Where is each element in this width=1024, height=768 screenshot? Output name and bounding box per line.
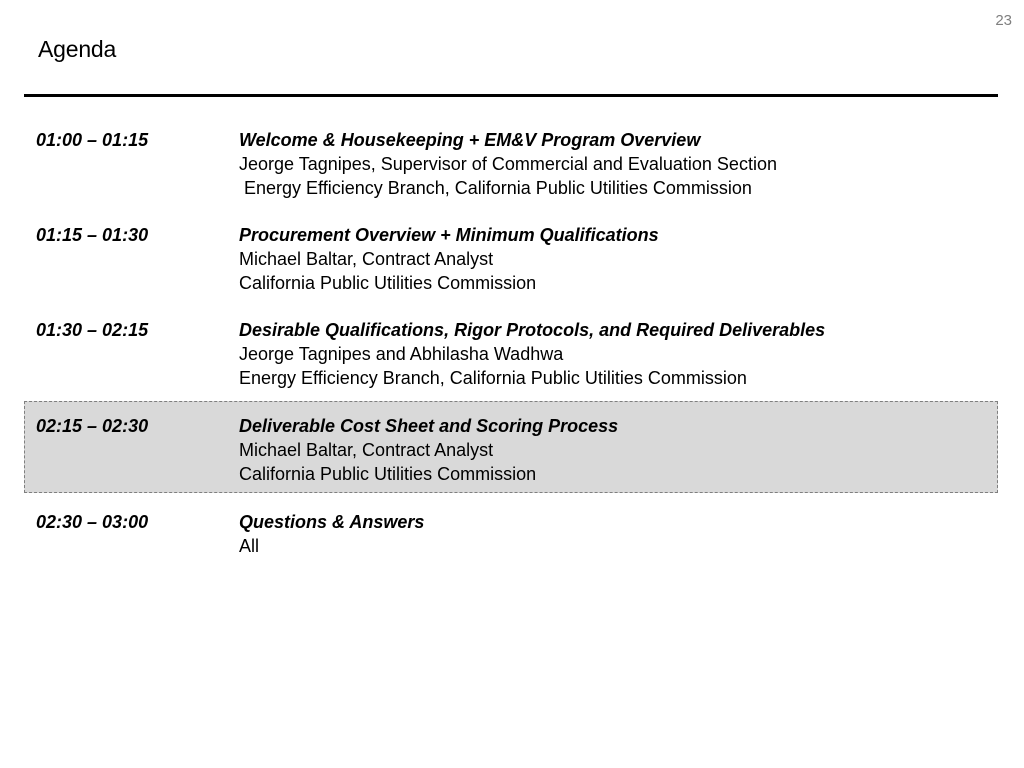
agenda-time: 01:00 – 01:15	[36, 130, 149, 150]
agenda-time: 02:30 – 03:00	[36, 512, 149, 532]
organization-line: Energy Efficiency Branch, California Public Utilities Commission	[239, 178, 752, 198]
agenda-details	[239, 510, 424, 558]
agenda-details	[239, 414, 618, 486]
page-number: 23	[995, 12, 1012, 29]
presenter-line: Michael Baltar, Contract Analyst	[239, 440, 494, 460]
title-divider	[24, 94, 998, 97]
organization-line: Energy Efficiency Branch, California Public Utilities Commission	[239, 368, 747, 388]
agenda-details	[239, 128, 777, 200]
session-title: Desirable Qualifications, Rigor Protocols, and Required Deliverables	[239, 320, 826, 340]
agenda-details	[239, 318, 825, 390]
agenda-time: 01:30 – 02:15	[36, 320, 149, 340]
presenter-line: Jeorge Tagnipes, Supervisor of Commercial and Evaluation Section	[239, 154, 777, 174]
session-title: Deliverable Cost Sheet and Scoring Process	[239, 416, 619, 436]
session-title: Procurement Overview + Minimum Qualifications	[239, 225, 659, 245]
presenter-line: Michael Baltar, Contract Analyst	[239, 249, 494, 269]
session-title: Welcome & Housekeeping + EM&V Program Overview	[239, 130, 701, 150]
agenda-time: 02:15 – 02:30	[36, 416, 149, 436]
agenda-time: 01:15 – 01:30	[36, 225, 149, 245]
presenter-line: All	[239, 536, 260, 556]
session-title: Questions & Answers	[239, 512, 425, 532]
presenter-line: Jeorge Tagnipes and Abhilasha Wadhwa	[239, 344, 564, 364]
page-title: Agenda	[38, 36, 117, 62]
agenda-details	[239, 223, 659, 295]
organization-line: California Public Utilities Commission	[239, 273, 537, 293]
organization-line: California Public Utilities Commission	[239, 464, 537, 484]
